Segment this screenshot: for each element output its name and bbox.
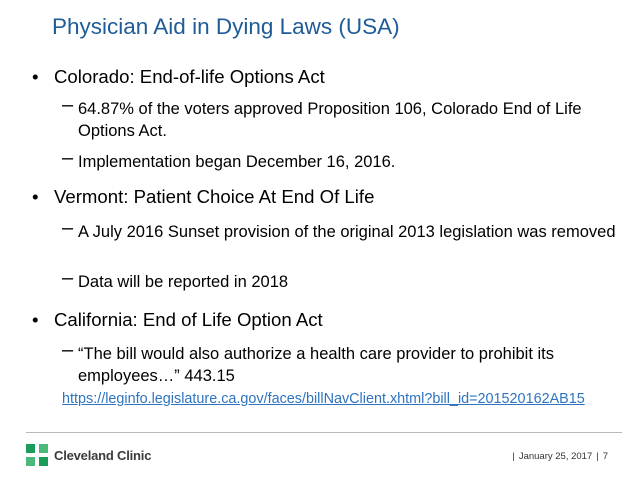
bullet-dot-icon: • <box>32 186 39 207</box>
footer-divider <box>26 432 622 433</box>
dash-icon: – <box>62 217 74 239</box>
dash-icon: – <box>62 267 74 289</box>
bullet-heading: Colorado: End-of-life Options Act <box>54 66 325 87</box>
dash-icon: – <box>62 94 74 116</box>
page-number: 7 <box>602 451 608 462</box>
sub-item <box>62 147 618 173</box>
footer-separator: | <box>596 451 599 462</box>
sub-item-text: “The bill would also authorize a health care provider to prohibit its employees…” 443.15 <box>78 345 555 385</box>
bullet-colorado <box>32 66 325 88</box>
sub-item-text: A July 2016 Sunset provision of the original 2013 legislation was removed <box>78 223 616 241</box>
footer-separator: | <box>512 451 515 462</box>
bullet-california <box>32 309 323 331</box>
footer-date: January 25, 2017 <box>518 451 593 462</box>
bullet-dot-icon: • <box>32 309 39 330</box>
bullet-heading: California: End of Life Option Act <box>54 309 323 330</box>
dash-icon: – <box>62 147 74 169</box>
bullet-vermont <box>32 186 374 208</box>
sub-item-text: 64.87% of the voters approved Proposition 106, Colorado End of Life Options Act. <box>78 100 582 140</box>
sub-item <box>62 94 618 142</box>
bullet-heading: Vermont: Patient Choice At End Of Life <box>54 186 375 207</box>
sub-item-text: Implementation began December 16, 2016. <box>78 153 396 171</box>
sub-item <box>62 217 618 243</box>
bullet-dot-icon: • <box>32 66 39 87</box>
cleveland-clinic-logo <box>26 444 151 466</box>
dash-icon: – <box>62 339 74 361</box>
sub-item <box>62 267 618 293</box>
sub-item <box>62 339 618 387</box>
slide-title: Physician Aid in Dying Laws (USA) <box>52 14 400 39</box>
logo-text: Cleveland Clinic <box>54 447 152 463</box>
bill-link[interactable]: https://leginfo.legislature.ca.gov/faces/billNavClient.xhtml?bill_id=201520162AB15 <box>62 391 585 407</box>
sub-item-text: Data will be reported in 2018 <box>78 273 289 291</box>
footer-meta <box>508 451 608 462</box>
cleveland-clinic-logo-icon <box>26 444 48 466</box>
